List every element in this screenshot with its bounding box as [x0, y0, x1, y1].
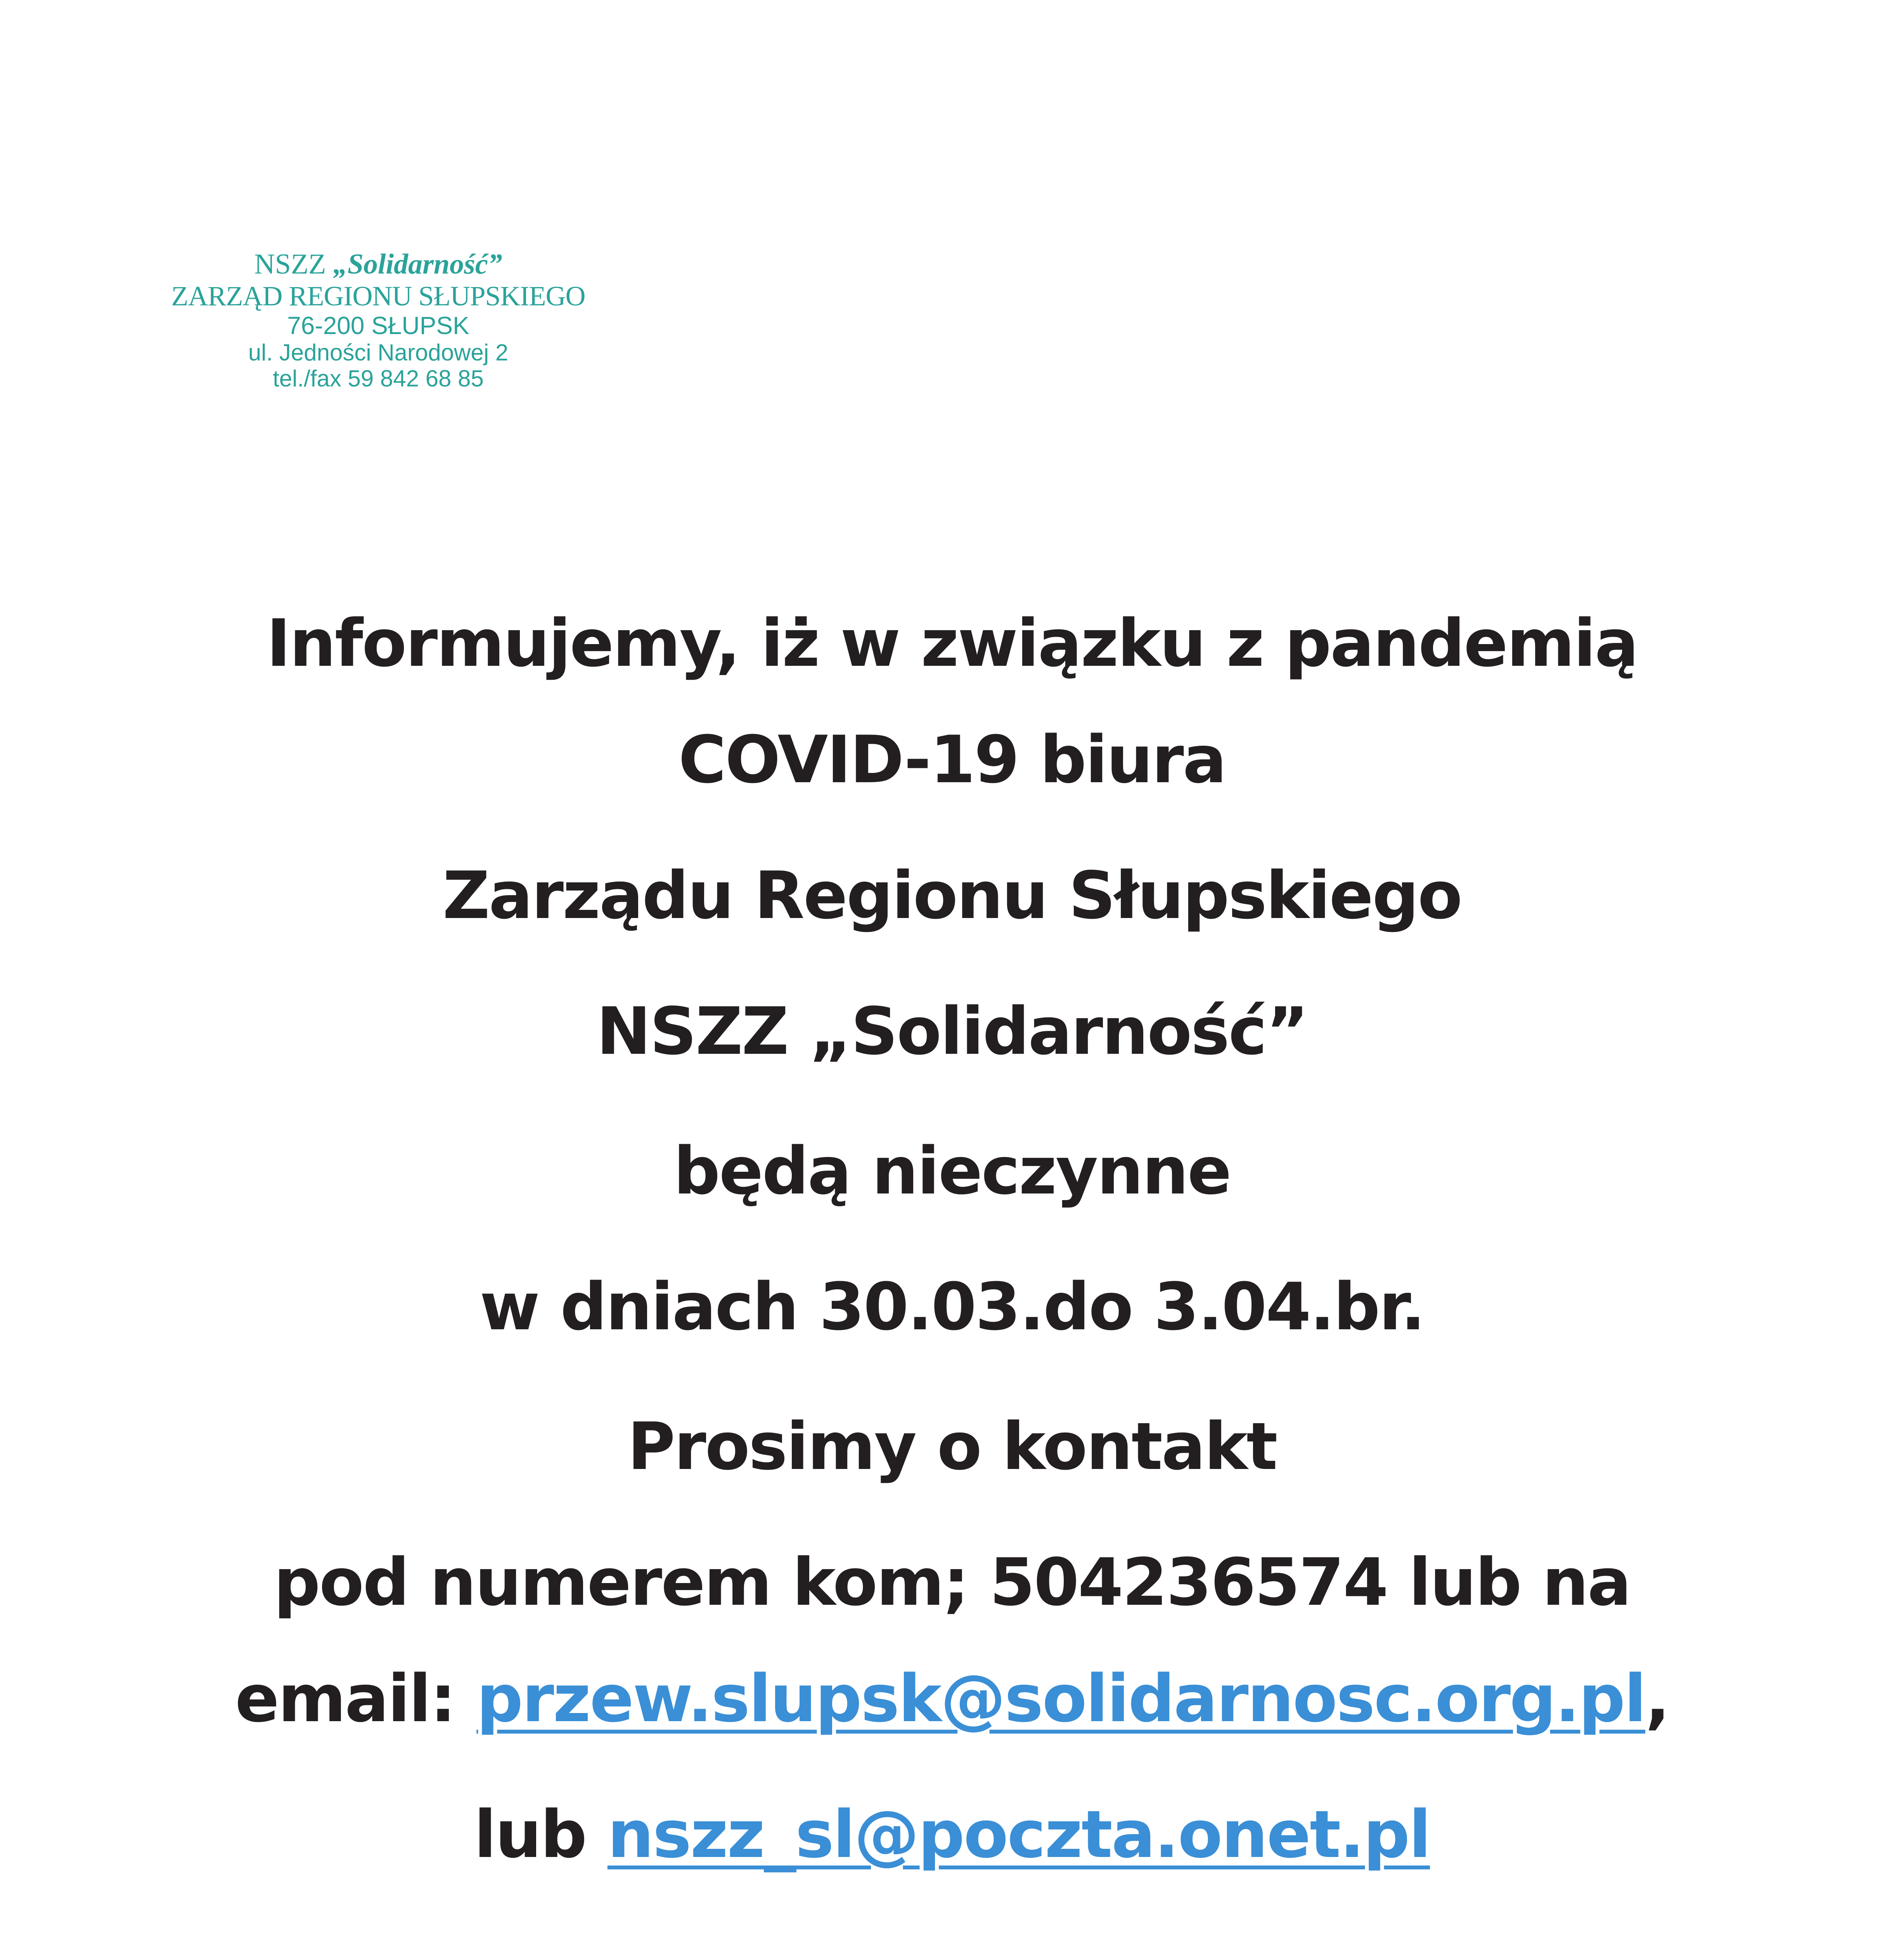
stamp-city: 76-200 SŁUPSK [287, 311, 469, 340]
email-link-primary[interactable]: przew.slupsk@solidarnosc.org.pl [476, 1661, 1646, 1737]
announcement-line-4: NSZZ „Solidarność” [596, 993, 1308, 1069]
stamp-street: ul. Jedności Narodowej 2 [248, 340, 509, 366]
announcement-line-6: w dniach 30.03.do 3.04.br. [479, 1269, 1425, 1345]
email-link-secondary[interactable]: nszz_sl@poczta.onet.pl [607, 1796, 1430, 1872]
stamp-org-line [163, 248, 594, 281]
announcement-line-7: Prosimy o kontakt [627, 1408, 1277, 1484]
announcement-alt-email-line [0, 1796, 1904, 1872]
stamp-org-name: „Solidarność” [333, 248, 502, 280]
announcement-email-line [0, 1661, 1904, 1737]
stamp-phone: tel./fax 59 842 68 85 [273, 365, 484, 392]
email-suffix: , [1645, 1661, 1669, 1737]
announcement-line-3: Zarządu Regionu Słupskiego [443, 857, 1461, 934]
email-prefix: email: [235, 1661, 477, 1737]
stamp-region: ZARZĄD REGIONU SŁUPSKIEGO [171, 280, 585, 312]
announcement-line-2: COVID-19 biura [678, 722, 1226, 798]
header-stamp [163, 248, 594, 392]
stamp-org-prefix: NSZZ [254, 248, 333, 280]
alt-email-prefix: lub [474, 1796, 608, 1872]
announcement-line-5: będą nieczynne [673, 1133, 1231, 1209]
announcement-line-1: Informujemy, iż w związku z pandemią [266, 605, 1638, 681]
announcement-line-8: pod numerem kom; 504236574 lub na [273, 1544, 1631, 1620]
